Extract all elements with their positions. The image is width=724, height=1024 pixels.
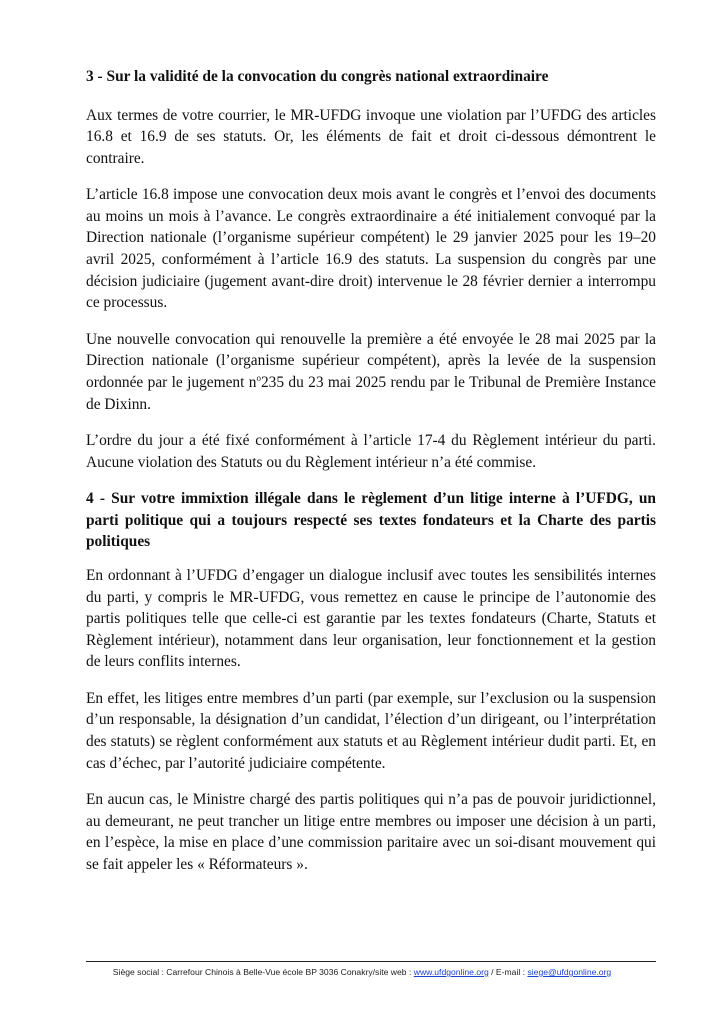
letter-body (86, 66, 656, 891)
section-3-heading: 3 - Sur la validité de la convocation du congrès national extraordinaire (86, 68, 549, 85)
footer-separator: / E-mail : (488, 967, 528, 977)
section-3-paragraph-4: L’ordre du jour a été fixé conformément à l’article 17-4 du Règlement intérieur du parti. Aucune violation des Statuts ou du Règlement intérieur n’a été commise. (86, 432, 656, 471)
website-link[interactable]: www.ufdgonline.org (413, 967, 489, 977)
section-3-paragraph-3 (86, 329, 656, 415)
paragraph-3-text-start: Une nouvelle convocation qui renouvelle la première a été envoyée le 28 mai 2025 par la Direction nationale (l’organisme supérieur compétent), après la levée de la suspension ordonnée par le jugement n (86, 330, 656, 392)
section-3-paragraph-2: L’article 16.8 impose une convocation deux mois avant le congrès et l’envoi des documents au moins un mois à l’avance. Le congrès extraordinaire a été initialement convoqué par la Direction nationale (l’organisme supérieur compétent) le 29 janvier 2025 pour les 19–20 avril 2025, conformément à l’article 16.9 des statuts. La suspension du congrès par une décision judiciaire (jugement avant-dire droit) intervenue le 28 février dernier a interrompu ce processus. (86, 186, 656, 312)
footer-divider (86, 961, 656, 962)
numero-superscript: o (256, 372, 261, 383)
paragraph-3-text-end: 235 du 23 mai 2025 rendu par le Tribunal de Première Instance de Dixinn. (86, 374, 656, 413)
email-link[interactable]: siege@ufdgonline.org (527, 967, 612, 977)
page-footer (40, 966, 684, 978)
footer-address: Siège social : Carrefour Chinois à Belle-Vue école BP 3036 Conakry/site web : (112, 967, 414, 977)
section-4-paragraph-3: En aucun cas, le Ministre chargé des partis politiques qui n’a pas de pouvoir juridictionnel, au demeurant, ne peut trancher un litige entre membres ou imposer une décision à un parti, en l’espèce, la mise en place d’une commission paritaire avec un soi-disant mouvement qui se fait appeler les « Réformateurs ». (86, 791, 656, 874)
section-4-heading: 4 - Sur votre immixtion illégale dans le règlement d’un litige interne à l’UFDG, un parti politique qui a toujours respecté ses textes fondateurs et la Charte des partis politiques (86, 490, 656, 551)
section-3-paragraph-1: Aux termes de votre courrier, le MR-UFDG invoque une violation par l’UFDG des articles 16.8 et 16.9 de ses statuts. Or, les éléments de fait et droit ci-dessous démontrent le contraire. (86, 106, 656, 167)
section-4-paragraph-2: En effet, les litiges entre membres d’un parti (par exemple, sur l’exclusion ou la suspension d’un responsable, la désignation d’un candidat, l’élection d’un dirigeant, ou l’interprétation des statuts) se règlent conformément aux statuts et au Règlement intérieur dudit parti. Et, en cas d’échec, par l’autorité judiciaire compétente. (86, 689, 656, 772)
section-4-paragraph-1: En ordonnant à l’UFDG d’engager un dialogue inclusif avec toutes les sensibilités internes du parti, y compris le MR-UFDG, vous remettez en cause le principe de l’autonomie des partis politiques telle que celle-ci est garantie par les textes fondateurs (Charte, Statuts et Règlement intérieur), notamment dans leur organisation, leur fonctionnement et la gestion de leurs conflits internes. (86, 566, 656, 671)
